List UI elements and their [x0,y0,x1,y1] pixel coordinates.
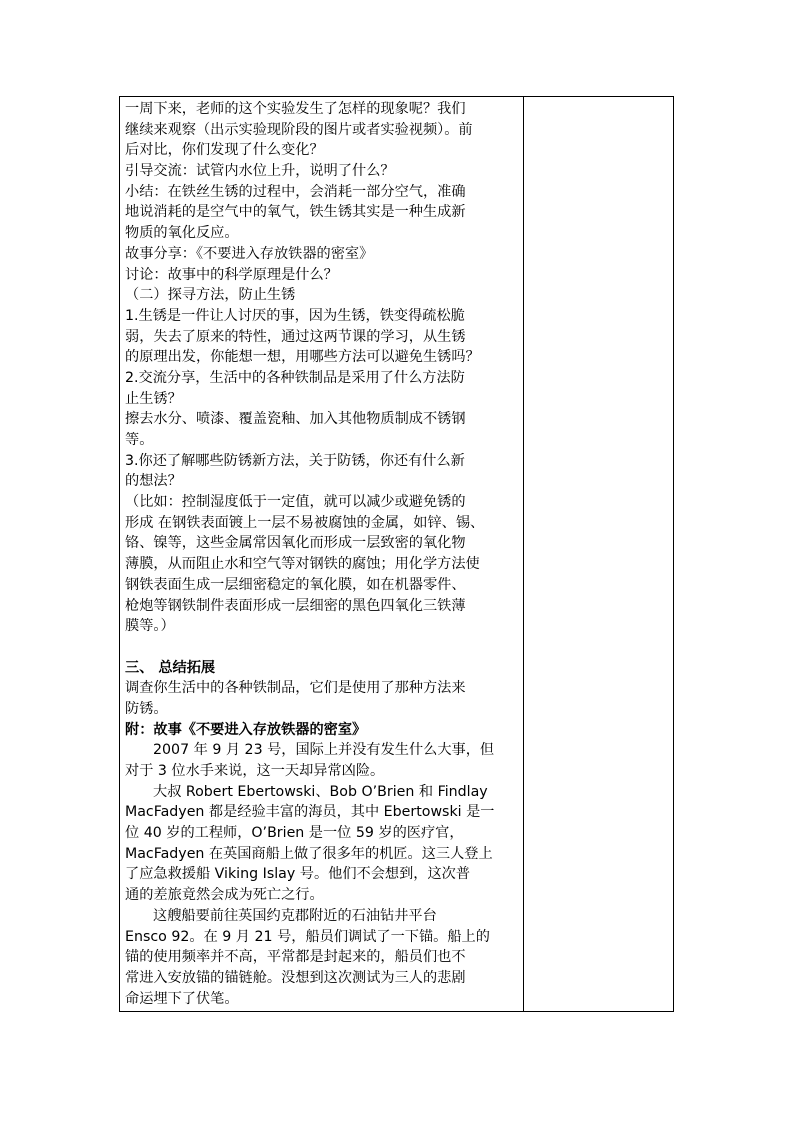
story-line: 这艘船要前往英国约克郡附近的石油钻井平台 [153,907,437,924]
text-line: 地说消耗的是空气中的氧气，铁生锈其实是一种生成新 [125,204,466,221]
section-title: 三、 总结拓展 [125,659,216,676]
text-line: 铬、镍等，这些金属常因氧化而形成一层致密的氧化物 [125,535,466,552]
story-line: 锚的使用频率并不高，平常都是封起来的，船员们也不 [125,949,466,966]
text-line: 2.交流分享，生活中的各种铁制品是采用了什么方法防 [125,369,465,386]
story-line: 位 40 岁的工程师，O’Brien 是一位 59 岁的医疗官， [125,825,464,842]
text-line: 继续来观察（出示实验现阶段的图片或者实验视频）。前 [125,121,473,138]
story-line: 常进入安放锚的锚链舱。没想到这次测试为三人的悲剧 [125,969,466,986]
text-line: 等。 [125,432,154,448]
text-line: （比如：控制湿度低于一定值，就可以减少或避免锈的 [125,494,466,511]
text-line: 弱，失去了原来的特性，通过这两节课的学习，从生锈 [125,328,466,345]
text-line: 小结：在铁丝生锈的过程中，会消耗一部分空气，准确 [125,183,466,200]
text-line: 一周下来，老师的这个实验发生了怎样的现象呢？我们 [125,101,466,117]
notes-cell [525,97,673,1011]
text-line: 物质的氧化反应。 [125,225,239,242]
text-line: 后对比，你们发现了什么变化？ [125,142,324,159]
lesson-table [119,96,674,1012]
text-line: 引导交流：试管内水位上升，说明了什么？ [125,163,395,180]
text-line: 讨论：故事中的科学原理是什么？ [125,266,338,283]
text-line: 薄膜，从而阻止水和空气等对钢铁的腐蚀；用化学方法使 [125,556,480,573]
story-line: 了应急救援船 Viking Islay 号。他们不会想到，这次普 [125,866,471,883]
story-line: 命运埋下了伏笔。 [125,990,239,1007]
story-line: Ensco 92。在 9 月 21 号，船员们调试了一下锚。船上的 [125,928,490,945]
story-line: 大叔 Robert Ebertowski、Bob O’Brien 和 Findlay [153,783,488,800]
story-line: 2007 年 9 月 23 号，国际上并没有发生什么大事，但 [153,742,495,759]
text-line: 形成 在钢铁表面镀上一层不易被腐蚀的金属，如锌、锡、 [125,514,485,531]
section-subtitle: （二）探寻方法，防止生锈 [125,287,296,304]
text-line: 的原理出发，你能想一想，用哪些方法可以避免生锈吗？ [125,349,480,366]
text-line: 1.生锈是一件让人讨厌的事，因为生锈，铁变得疏松脆 [125,307,465,324]
story-line: 通的差旅竟然会成为死亡之行。 [125,887,324,904]
lesson-content-cell [125,99,518,1009]
text-line: 防锈。 [125,700,168,717]
text-line: 的想法？ [125,473,182,490]
text-line: 钢铁表面生成一层细密稳定的氧化膜，如在机器零件、 [125,576,466,593]
story-line: MacFadyen 在英国商船上做了很多年的机匠。这三人登上 [125,845,493,862]
text-line: 3.你还了解哪些防锈新方法，关于防锈，你还有什么新 [125,452,465,469]
text-line: 故事分享：《不要进入存放铁器的密室》 [125,245,374,262]
story-line: MacFadyen 都是经验丰富的海员，其中 Ebertowski 是一 [125,804,495,821]
text-line: 枪炮等钢铁制件表面形成一层细密的黑色四氧化三铁薄 [125,597,466,614]
column-divider [523,97,524,1011]
story-line: 对于 3 位水手来说，这一天却异常凶险。 [125,763,385,779]
appendix-title: 附：故事《不要进入存放铁器的密室》 [125,721,367,738]
text-line: 膜等。） [125,618,175,635]
text-line: 止生锈？ [125,390,182,407]
text-line: 调查你生活中的各种铁制品，它们是使用了那种方法来 [125,680,466,697]
blank-line [125,637,518,658]
text-line: 擦去水分、喷漆、覆盖瓷釉、加入其他物质制成不锈钢 [125,411,466,428]
